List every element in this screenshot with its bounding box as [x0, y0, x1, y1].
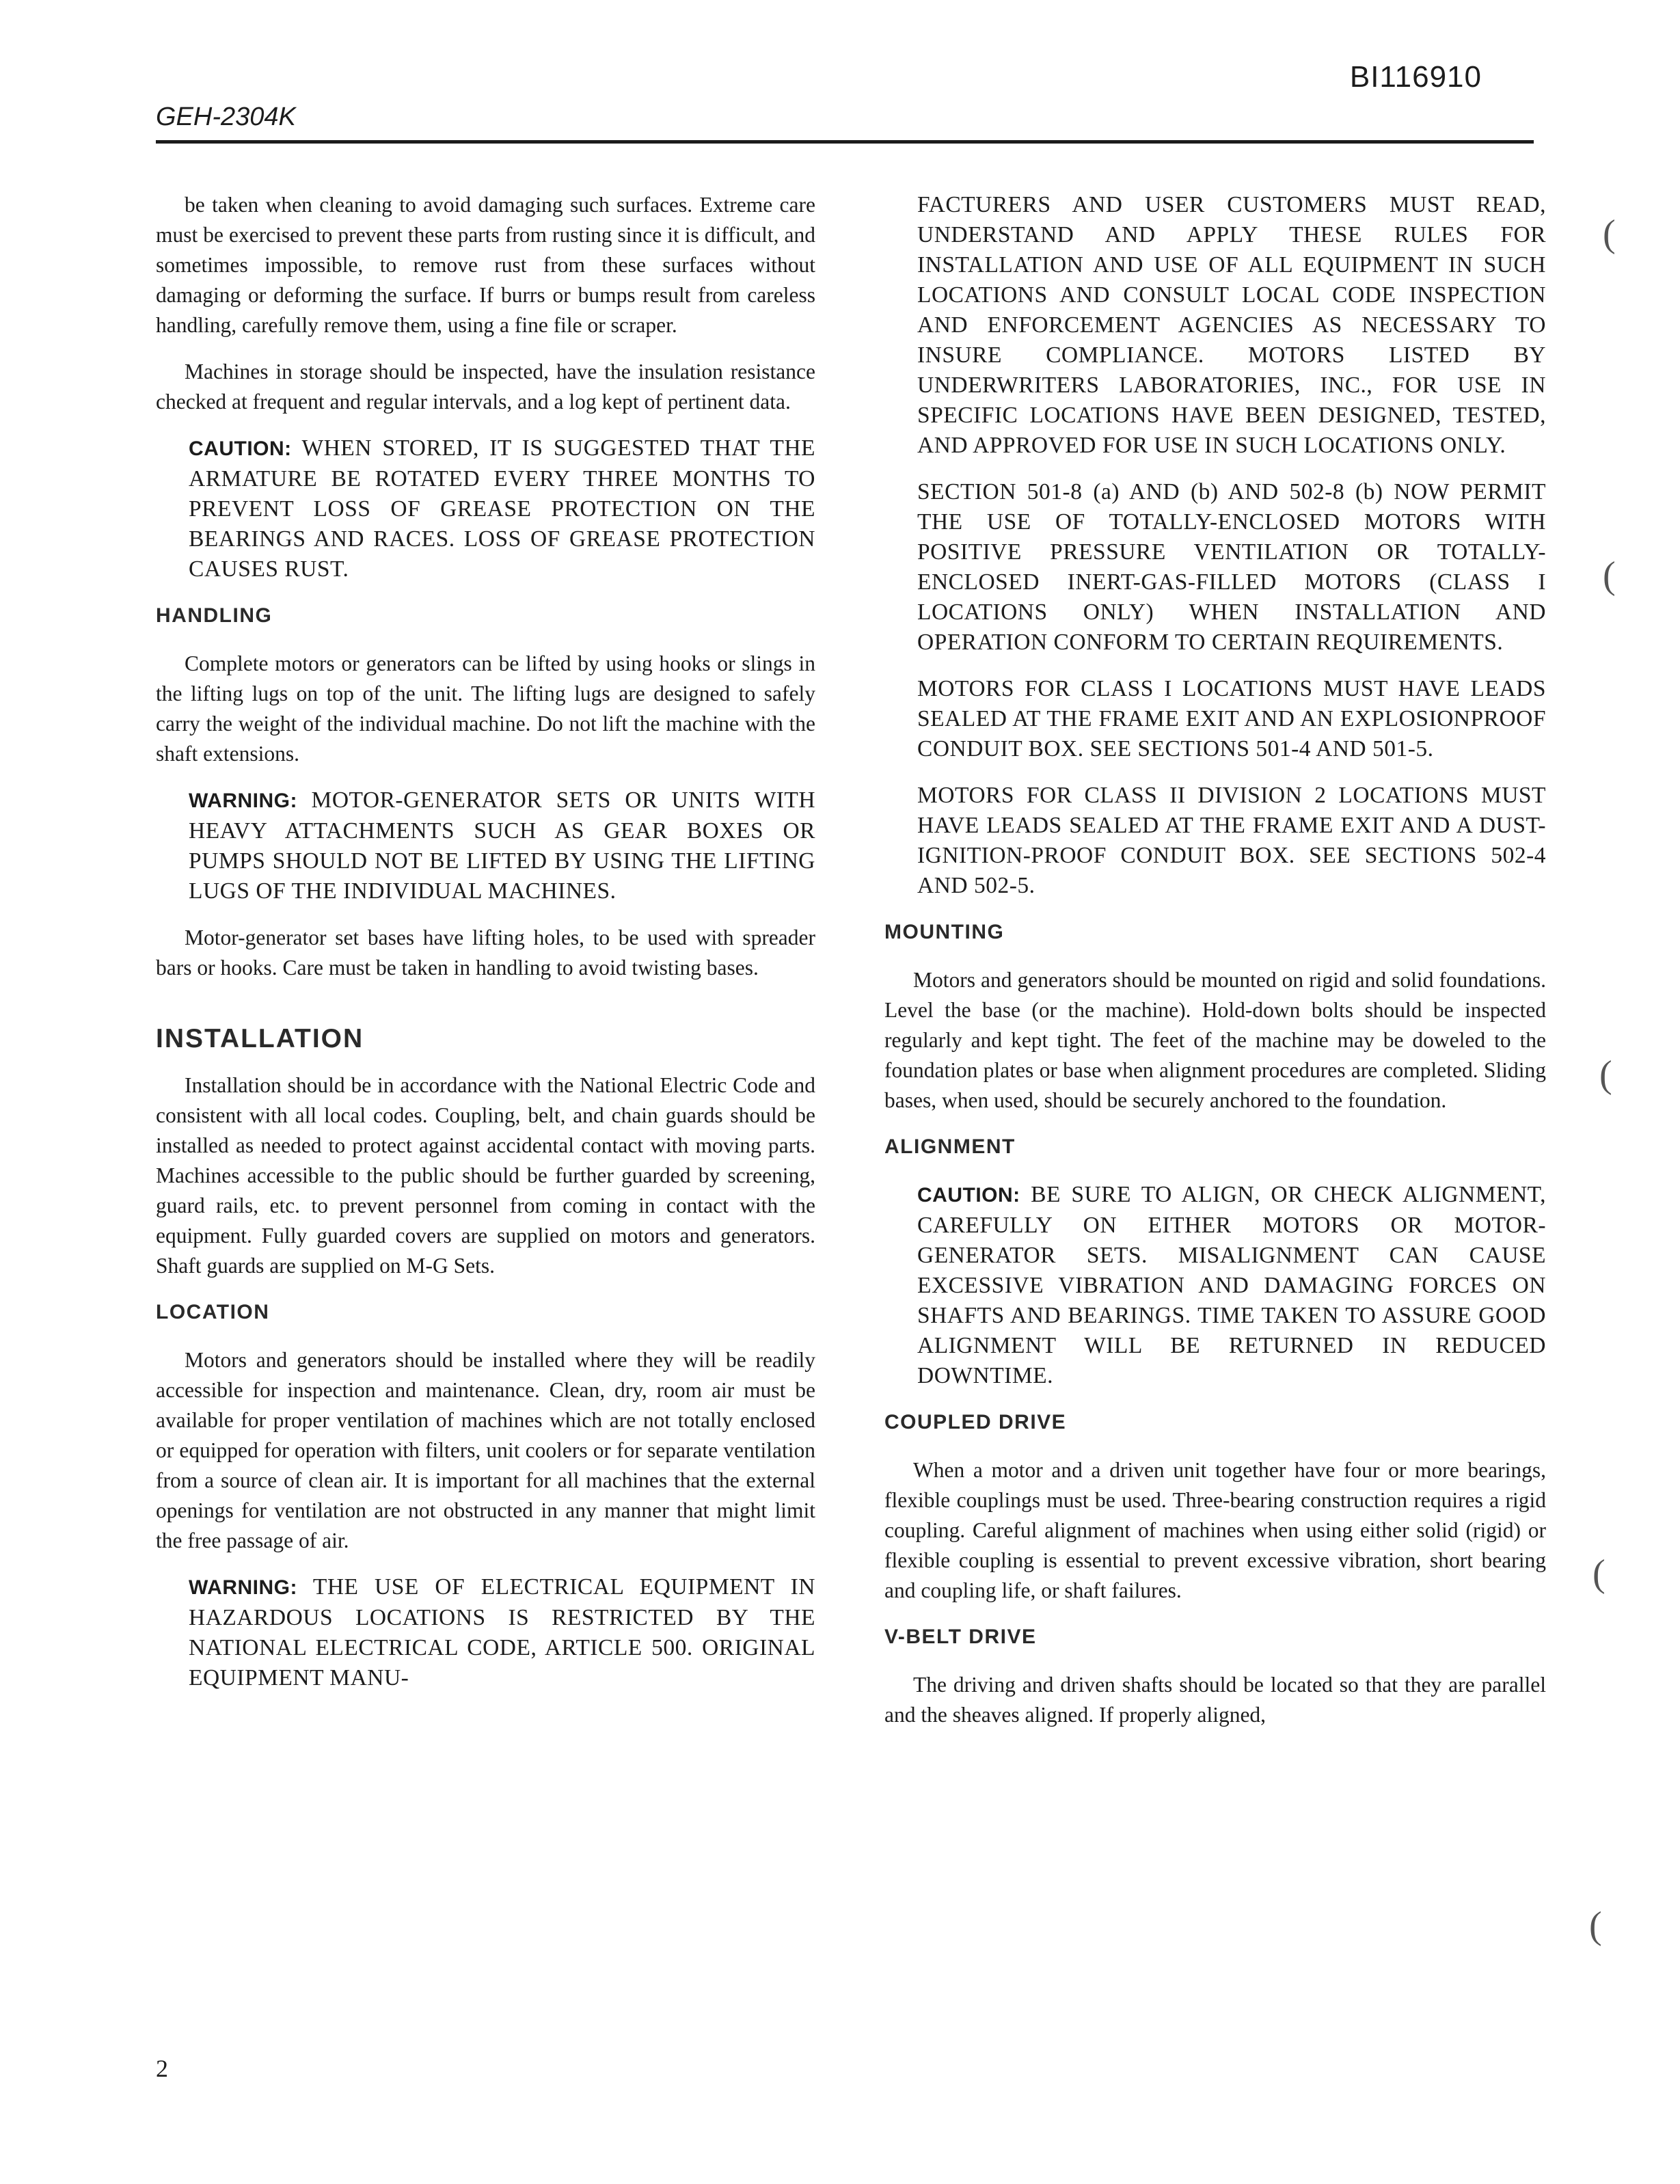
caution-label: CAUTION: [917, 1184, 1020, 1206]
header-rule [156, 140, 1534, 144]
warning-text: THE USE OF ELECTRICAL EQUIPMENT IN HAZARDOUS LOCATIONS IS RESTRICTED BY THE NATIONAL ELECTRICAL CODE, ARTICLE 500. ORIGINAL EQUIPMENT MANU- [189, 1574, 815, 1690]
caution-alignment [917, 1180, 1546, 1391]
right-column [884, 190, 1546, 1747]
margin-mark: ( [1603, 213, 1616, 255]
margin-mark: ( [1603, 554, 1616, 597]
warning-class-i: MOTORS FOR CLASS I LOCATIONS MUST HAVE LEADS SEALED AT THE FRAME EXIT AND AN EXPLOSIONPROOF CONDUIT BOX. SEE SECTIONS 501-4 AND 501-5. [917, 676, 1546, 761]
left-column [156, 190, 815, 1710]
paragraph-bases: Motor-generator set bases have lifting holes, to be used with spreader bars or hooks. Care must be taken in handling to avoid twisting bases. [156, 926, 815, 980]
heading-installation: INSTALLATION [156, 1024, 364, 1053]
caution-text: WHEN STORED, IT IS SUGGESTED THAT THE ARMATURE BE ROTATED EVERY THREE MONTHS TO PREVENT LOSS OF GREASE PROTECTION ON THE BEARINGS AND RACES. LOSS OF GREASE PROTECTION CAUSES RUST. [189, 435, 815, 582]
document-code: GEH-2304K [156, 103, 296, 131]
warning-section-501-8: SECTION 501-8 (a) AND (b) AND 502-8 (b) NOW PERMIT THE USE OF TOTALLY-ENCLOSED MOTORS WITH POSITIVE PRESSURE VENTILATION OR TOTALLY-ENCLOSED INERT-GAS-FILLED MOTORS (CLASS I LOCATIONS ONLY) WHEN INSTALLATION AND OPERATION CONFORM TO CERTAIN REQUIREMENTS. [917, 479, 1546, 655]
caution-storage [189, 433, 815, 584]
heading-v-belt-drive: V-BELT DRIVE [884, 1626, 1037, 1648]
warning-class-ii: MOTORS FOR CLASS II DIVISION 2 LOCATIONS MUST HAVE LEADS SEALED AT THE FRAME EXIT AND A DUST-IGNITION-PROOF CONDUIT BOX. SEE SECTIONS 502-4 AND 502-5. [917, 783, 1546, 898]
heading-handling: HANDLING [156, 604, 273, 627]
heading-location: LOCATION [156, 1301, 270, 1323]
paragraph-cleaning: be taken when cleaning to avoid damaging such surfaces. Extreme care must be exercised to prevent these parts from rusting since it is difficult, and sometimes impossible, to remove rust from these surfaces without damaging or deforming the surface. If burrs or bumps result from careless handling, carefully remove them, using a fine file or scraper. [156, 193, 815, 337]
margin-mark: ( [1599, 1053, 1612, 1096]
paragraph-handling: Complete motors or generators can be lifted by using hooks or slings in the lifting lugs on top of the unit. The lifting lugs are designed to safely carry the weight of the individual machine. Do not lift the machine with the shaft extensions. [156, 651, 815, 766]
warning-text: MOTOR-GENERATOR SETS OR UNITS WITH HEAVY ATTACHMENTS SUCH AS GEAR BOXES OR PUMPS SHOULD NOT BE LIFTED BY USING THE LIFTING LUGS OF THE INDIVIDUAL MACHINES. [189, 787, 816, 904]
warning-lifting [189, 785, 815, 906]
warning-hazardous-continued: FACTURERS AND USER CUSTOMERS MUST READ, UNDERSTAND AND APPLY THESE RULES FOR INSTALLATION AND USE OF ALL EQUIPMENT IN SUCH LOCATIONS AND CONSULT LOCAL CODE INSPECTION AND ENFORCEMENT AGENCIES AS NECESSARY TO INSURE COMPLIANCE. MOTORS LISTED BY UNDERWRITERS LABORATORIES, INC., FOR USE IN SPECIFIC LOCATIONS HAVE BEEN DESIGNED, TESTED, AND APPROVED FOR USE IN SUCH LOCATIONS ONLY. [917, 192, 1546, 458]
paragraph-storage: Machines in storage should be inspected, have the insulation resistance checked at frequent and regular intervals, and a log kept of pertinent data. [156, 360, 815, 414]
caution-label: CAUTION: [189, 437, 292, 460]
paragraph-coupled-drive: When a motor and a driven unit together have four or more bearings, flexible couplings must be used. Three-bearing construction requires a rigid coupling. Careful alignment of machines when using either solid (rigid) or flexible coupling is essential to prevent excessive vibration, short bearing and coupling life, or shaft failures. [884, 1458, 1546, 1602]
paragraph-mounting: Motors and generators should be mounted on rigid and solid foundations. Level the base (or the machine). Hold-down bolts should be inspected regularly and kept tight. The feet of the machine may be doweled to the foundation plates or base when alignment procedures are completed. Sliding bases, when used, should be securely anchored to the foundation. [884, 968, 1546, 1112]
document-id: BI116910 [1349, 60, 1482, 94]
paragraph-location: Motors and generators should be installed where they will be readily accessible for inspection and maintenance. Clean, dry, room air must be available for proper ventilation of machines which are not totally enclosed or equipped for operation with filters, unit coolers or for separate ventilation from a source of clean air. It is important for all machines that the external openings for ventilation are not obstructed in any manner that might limit the free passage of air. [156, 1348, 815, 1552]
caution-text: BE SURE TO ALIGN, OR CHECK ALIGNMENT, CAREFULLY ON EITHER MOTORS OR MOTOR-GENERATOR SETS. MISALIGNMENT CAN CAUSE EXCESSIVE VIBRATION AND DAMAGING FORCES ON SHAFTS AND BEARINGS. TIME TAKEN TO ASSURE GOOD ALIGNMENT WILL BE RETURNED IN REDUCED DOWNTIME. [917, 1182, 1547, 1388]
heading-coupled-drive: COUPLED DRIVE [884, 1411, 1067, 1433]
margin-mark: ( [1593, 1552, 1606, 1595]
warning-label: WARNING: [189, 790, 297, 812]
paragraph-v-belt-drive: The driving and driven shafts should be located so that they are parallel and the sheaves aligned. If properly aligned, [884, 1673, 1546, 1727]
margin-mark: ( [1589, 1904, 1602, 1947]
page-number: 2 [156, 2055, 168, 2082]
warning-hazardous [189, 1572, 815, 1693]
heading-alignment: ALIGNMENT [884, 1135, 1016, 1158]
heading-mounting: MOUNTING [884, 921, 1005, 943]
paragraph-installation: Installation should be in accordance with the National Electric Code and consistent with all local codes. Coupling, belt, and chain guards should be installed as needed to protect against accidental contact with moving parts. Machines accessible to the public should be further guarded by screening, guard rails, etc. to prevent personnel from coming in contact with the equipment. Fully guarded covers are supplied on motors and generators. Shaft guards are supplied on M-G Sets. [156, 1073, 815, 1278]
warning-label: WARNING: [189, 1576, 297, 1599]
